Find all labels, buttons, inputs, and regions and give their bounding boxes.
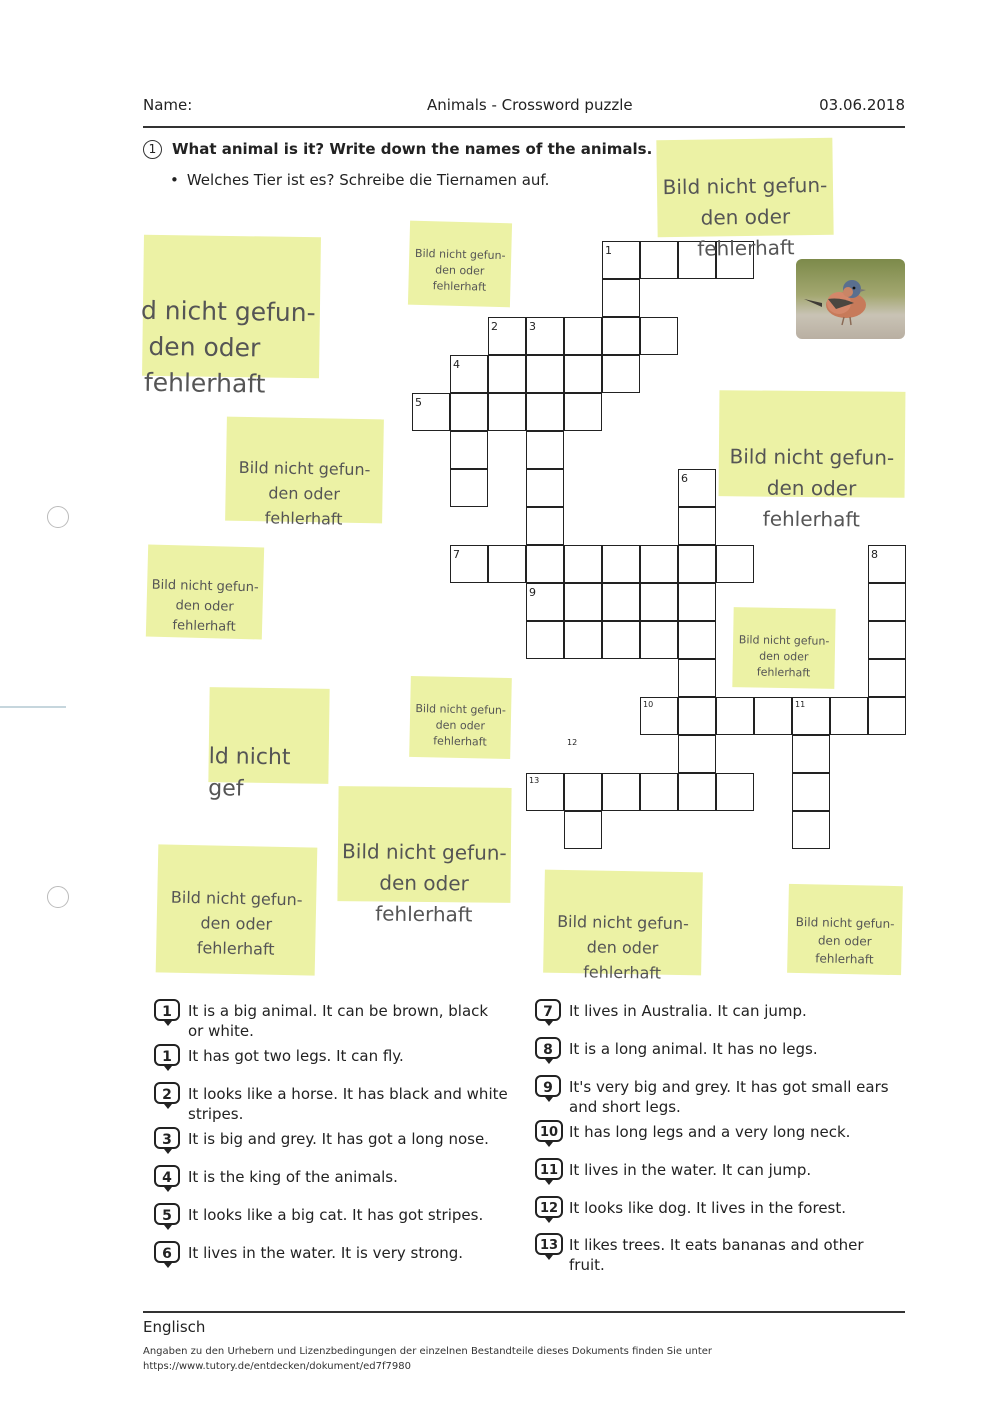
image-placeholder: Bild nicht gefun- den oder fehlerhaft: [787, 884, 903, 975]
image-placeholder: Bild nicht gefun- den oder fehlerhaft: [732, 607, 835, 689]
crossword-cell[interactable]: [602, 545, 640, 583]
clue-number-badge: 5: [154, 1203, 180, 1225]
crossword-number: 13: [529, 776, 540, 785]
crossword-cell[interactable]: [868, 659, 906, 697]
crossword-cell[interactable]: [716, 773, 754, 811]
crossword-cell[interactable]: [526, 393, 564, 431]
task-number: 1: [143, 140, 162, 159]
crossword-cell[interactable]: [526, 355, 564, 393]
chaffinch-icon: [796, 259, 905, 339]
crossword-cell[interactable]: [564, 773, 602, 811]
image-placeholder: ld nicht gef: [208, 687, 329, 784]
crossword-cell[interactable]: [640, 773, 678, 811]
crossword-cell[interactable]: [564, 811, 602, 849]
crossword-number: 9: [529, 586, 536, 599]
document-title: Animals - Crossword puzzle: [427, 96, 633, 114]
crossword-number: 2: [491, 320, 498, 333]
crossword-number: 5: [415, 396, 422, 409]
crossword-cell[interactable]: [678, 621, 716, 659]
crossword-cell[interactable]: [488, 393, 526, 431]
crossword-number: 3: [529, 320, 536, 333]
clue-number-badge: 1: [154, 999, 180, 1021]
crossword-cell[interactable]: [678, 545, 716, 583]
crossword-number: 11: [795, 700, 806, 709]
crossword-cell[interactable]: [602, 621, 640, 659]
image-placeholder: Bild nicht gefun- den oder fehlerhaft: [337, 786, 511, 903]
crossword-cell[interactable]: [716, 697, 754, 735]
crossword-cell[interactable]: [564, 355, 602, 393]
crossword-cell[interactable]: [678, 583, 716, 621]
footer-subject: Englisch: [143, 1318, 206, 1336]
clue-text: It lives in Australia. It can jump.: [569, 1002, 807, 1020]
crossword-cell[interactable]: [526, 621, 564, 659]
crossword-cell[interactable]: [488, 355, 526, 393]
image-placeholder: Bild nicht gefun- den oder fehlerhaft: [156, 844, 318, 975]
clue-text: It is a big animal. It can be brown, black or white.: [188, 1002, 489, 1040]
clue-text: It likes trees. It eats bananas and other fruit.: [569, 1236, 864, 1274]
name-label: Name:: [143, 96, 193, 114]
image-placeholder: Bild nicht gefun- den oder fehlerhaft: [719, 390, 906, 498]
crossword-cell[interactable]: [640, 621, 678, 659]
crossword-cell[interactable]: [792, 735, 830, 773]
clue-text: It looks like a horse. It has black and white stripes.: [188, 1085, 508, 1123]
image-placeholder: d nicht gefun- den oder fehlerhaft: [142, 235, 321, 378]
clue-number-badge: 9: [535, 1075, 561, 1097]
footer-divider: [143, 1311, 905, 1313]
crossword-cell[interactable]: [450, 431, 488, 469]
task-text: What animal is it? Write down the names of the animals.: [172, 140, 653, 158]
crossword-cell[interactable]: [754, 697, 792, 735]
crossword-number: 10: [643, 700, 654, 709]
crossword-cell[interactable]: [564, 621, 602, 659]
crossword-cell[interactable]: [868, 621, 906, 659]
clue-number-badge: 12: [535, 1196, 563, 1218]
crossword-cell[interactable]: [640, 545, 678, 583]
crossword-cell[interactable]: [526, 469, 564, 507]
bird-photo: [796, 259, 905, 339]
image-placeholder: Bild nicht gefun- den oder fehlerhaft: [409, 676, 512, 759]
crossword-cell[interactable]: [450, 469, 488, 507]
clue-text: It lives in the water. It is very strong.: [188, 1244, 464, 1262]
crossword-number: 8: [871, 548, 878, 561]
clue-text: It lives in the water. It can jump.: [569, 1161, 812, 1179]
task-sub-instruction: • Welches Tier ist es? Schreibe die Tiernamen auf.: [170, 171, 549, 189]
document-date: 03.06.2018: [819, 96, 905, 114]
clue-number-badge: 2: [154, 1082, 180, 1104]
crossword-cell[interactable]: [678, 697, 716, 735]
crossword-number: 1: [605, 244, 612, 257]
crossword-cell[interactable]: [716, 545, 754, 583]
crossword-cell[interactable]: [450, 393, 488, 431]
image-placeholder: Bild nicht gefun- den oder fehlerhaft: [146, 544, 264, 639]
crossword-cell[interactable]: [564, 545, 602, 583]
image-placeholder: Bild nicht gefun- den oder fehlerhaft: [656, 138, 833, 237]
clue-number-badge: 13: [535, 1233, 563, 1255]
image-placeholder: Bild nicht gefun- den oder fehlerhaft: [225, 417, 384, 524]
license-text: Angaben zu den Urhebern und Lizenzbedingungen der einzelnen Bestandteile dieses Dokuments finden Sie unter: [143, 1346, 713, 1357]
clue-text: It has got two legs. It can fly.: [188, 1047, 404, 1065]
clue-number-badge: 8: [535, 1037, 561, 1059]
clue-text: It looks like dog. It lives in the forest.: [569, 1199, 847, 1217]
clue-number-badge: 1: [154, 1044, 180, 1066]
crossword-cell[interactable]: [678, 659, 716, 697]
crossword-cell[interactable]: [564, 393, 602, 431]
crossword-cell[interactable]: [868, 697, 906, 735]
crossword-number: 4: [453, 358, 460, 371]
clue-number-badge: 6: [154, 1241, 180, 1263]
clue-number-badge: 4: [154, 1165, 180, 1187]
crossword-cell[interactable]: [602, 583, 640, 621]
image-placeholder: Bild nicht gefun- den oder fehlerhaft: [408, 221, 512, 308]
crossword-cell[interactable]: [792, 773, 830, 811]
image-placeholder: Bild nicht gefun- den oder fehlerhaft: [543, 870, 703, 976]
crossword-cell[interactable]: [526, 507, 564, 545]
clue-number-badge: 10: [535, 1120, 563, 1142]
crossword-number: 12: [567, 738, 578, 747]
crossword-cell[interactable]: [678, 507, 716, 545]
clue-text: It is a long animal. It has no legs.: [569, 1040, 818, 1058]
crossword-cell[interactable]: [526, 545, 564, 583]
clue-text: It has long legs and a very long neck.: [569, 1123, 851, 1141]
crossword-cell[interactable]: [602, 773, 640, 811]
crossword-cell[interactable]: [602, 355, 640, 393]
clue-text: It is the king of the animals.: [188, 1168, 398, 1186]
crossword-number: 7: [453, 548, 460, 561]
crossword-cell[interactable]: [488, 545, 526, 583]
clue-text: It looks like a big cat. It has got stripes.: [188, 1206, 484, 1224]
crossword-cell[interactable]: [526, 431, 564, 469]
crossword-number: 6: [681, 472, 688, 485]
crossword-cell[interactable]: [792, 811, 830, 849]
clue-number-badge: 7: [535, 999, 561, 1021]
crossword-cell[interactable]: [640, 583, 678, 621]
license-link[interactable]: https://www.tutory.de/entdecken/dokument/ed7f7980: [143, 1361, 411, 1372]
clue-text: It is big and grey. It has got a long nose.: [188, 1130, 489, 1148]
crossword-cell[interactable]: [640, 317, 678, 355]
clue-text: It's very big and grey. It has got small ears and short legs.: [569, 1078, 889, 1116]
crossword-cell[interactable]: [602, 279, 640, 317]
clue-number-badge: 3: [154, 1127, 180, 1149]
license-note: [143, 1344, 843, 1374]
crossword-cell[interactable]: [602, 317, 640, 355]
clue-number-badge: 11: [535, 1158, 563, 1180]
crossword-cell[interactable]: [678, 773, 716, 811]
crossword-cell[interactable]: [868, 583, 906, 621]
crossword-cell[interactable]: [564, 583, 602, 621]
crossword-cell[interactable]: [564, 317, 602, 355]
crossword-cell[interactable]: [830, 697, 868, 735]
crossword-cell[interactable]: [678, 735, 716, 773]
